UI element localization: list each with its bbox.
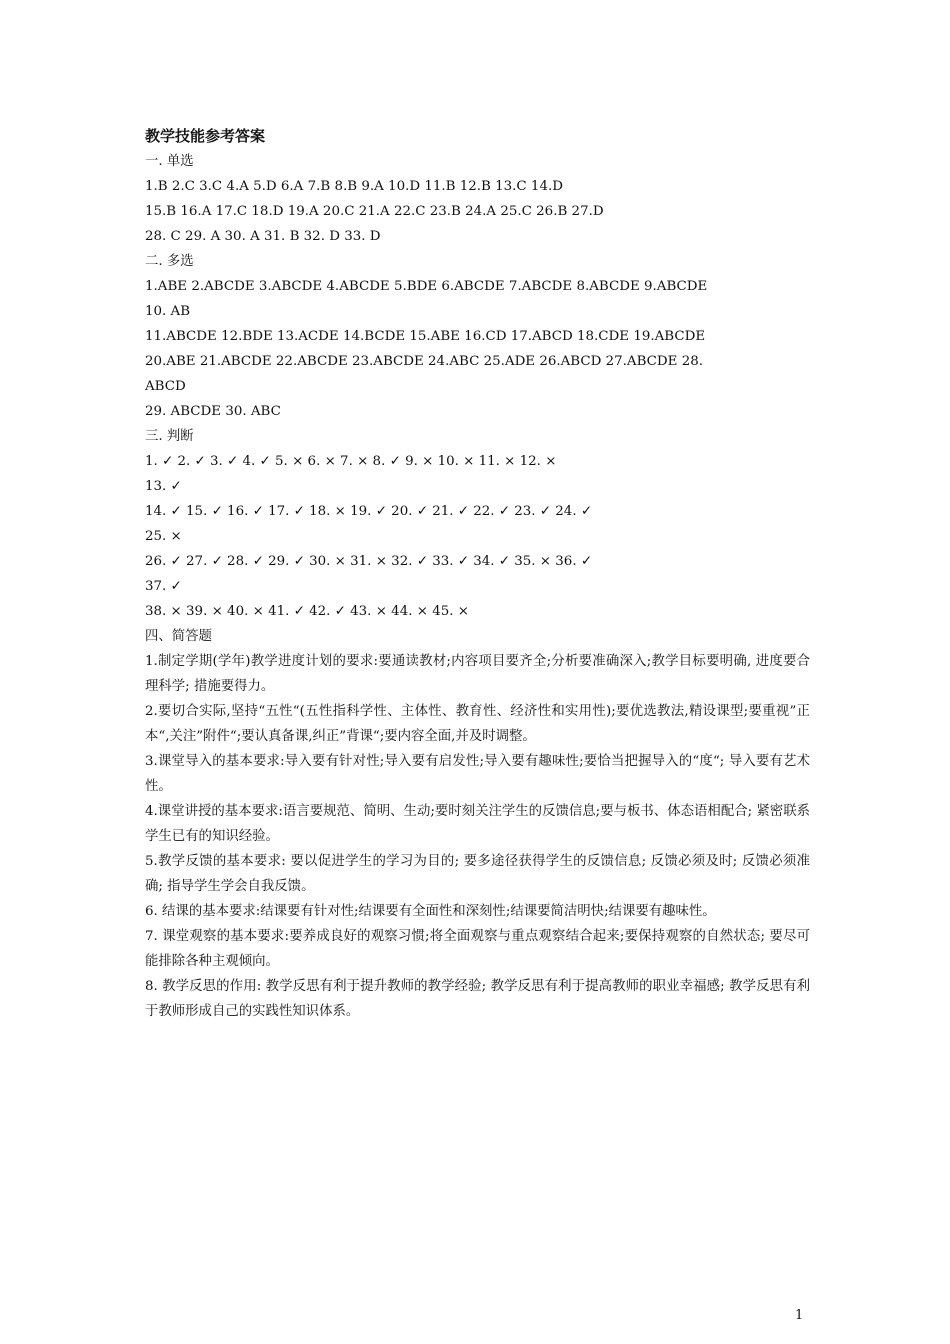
- answer-line: 37. ✓: [145, 579, 182, 594]
- short-answer-paragraph: 3.课堂导入的基本要求:导入要有针对性;导入要有启发性;导入要有趣味性;要恰当把握导入的“度“; 导入要有艺术性。: [145, 754, 810, 794]
- answer-line: 25. ×: [145, 529, 182, 544]
- answer-line: 13. ✓: [145, 479, 182, 494]
- answer-line: 28. C 29. A 30. A 31. B 32. D 33. D: [145, 229, 381, 244]
- answer-line: 11.ABCDE 12.BDE 13.ACDE 14.BCDE 15.ABE 16.CD 17.ABCD 18.CDE 19.ABCDE: [145, 329, 706, 344]
- section-heading-short-answer: 四、简答题: [145, 629, 212, 644]
- answer-line: 26. ✓ 27. ✓ 28. ✓ 29. ✓ 30. × 31. × 32. ✓ 33. ✓ 34. ✓ 35. × 36. ✓: [145, 554, 593, 569]
- answer-line: 10. AB: [145, 304, 191, 319]
- short-answer-paragraph: 4.课堂讲授的基本要求:语言要规范、简明、生动;要时刻关注学生的反馈信息;要与板书、体态语相配合; 紧密联系学生已有的知识经验。: [145, 804, 810, 844]
- answer-line: 38. × 39. × 40. × 41. ✓ 42. ✓ 43. × 44. × 45. ×: [145, 604, 469, 619]
- short-answer-paragraph: 1.制定学期(学年)教学进度计划的要求:要通读教材;内容项目要齐全;分析要准确深入;教学目标要明确, 进度要合理科学; 措施要得力。: [145, 654, 810, 694]
- answer-line: 1.ABE 2.ABCDE 3.ABCDE 4.ABCDE 5.BDE 6.ABCDE 7.ABCDE 8.ABCDE 9.ABCDE: [145, 279, 708, 294]
- answer-line: 1.B 2.C 3.C 4.A 5.D 6.A 7.B 8.B 9.A 10.D 11.B 12.B 13.C 14.D: [145, 179, 563, 194]
- document-body: [145, 124, 810, 1024]
- answer-line: 1. ✓ 2. ✓ 3. ✓ 4. ✓ 5. × 6. × 7. × 8. ✓ 9. × 10. × 11. × 12. ×: [145, 454, 557, 469]
- short-answer-paragraph: 5.教学反馈的基本要求: 要以促进学生的学习为目的; 要多途径获得学生的反馈信息; 反馈必须及时; 反馈必须准确; 指导学生学会自我反馈。: [145, 854, 810, 894]
- answer-line: 20.ABE 21.ABCDE 22.ABCDE 23.ABCDE 24.ABC 25.ADE 26.ABCD 27.ABCDE 28.: [145, 354, 703, 369]
- answer-line: 15.B 16.A 17.C 18.D 19.A 20.C 21.A 22.C 23.B 24.A 25.C 26.B 27.D: [145, 204, 604, 219]
- short-answer-paragraph: 6. 结课的基本要求:结课要有针对性;结课要有全面性和深刻性;结课要简洁明快;结课要有趣味性。: [145, 904, 716, 919]
- answer-line: ABCD: [145, 379, 186, 394]
- short-answer-paragraph: 8. 教学反思的作用: 教学反思有利于提升教师的教学经验; 教学反思有利于提高教师的职业幸福感; 教学反思有利于教师形成自己的实践性知识体系。: [145, 979, 810, 1019]
- section-heading-multiple-choice: 二. 多选: [145, 254, 194, 269]
- short-answer-paragraph: 7. 课堂观察的基本要求:要养成良好的观察习惯;将全面观察与重点观察结合起来;要保持观察的自然状态; 要尽可能排除各种主观倾向。: [145, 929, 810, 969]
- section-heading-true-false: 三. 判断: [145, 429, 194, 444]
- answer-line: 29. ABCDE 30. ABC: [145, 404, 281, 419]
- section-heading-single-choice: 一. 单选: [145, 154, 194, 169]
- page-number: 1: [795, 1308, 804, 1323]
- document-title: 教学技能参考答案: [145, 127, 266, 145]
- short-answer-paragraph: 2.要切合实际,坚持“五性“(五性指科学性、主体性、教育性、经济性和实用性);要优选教法,精设课型;要重视”正本“,关注”附件“;要认真备课,纠正”背课“;要内容全面,并及时调整。: [145, 704, 810, 744]
- answer-line: 14. ✓ 15. ✓ 16. ✓ 17. ✓ 18. × 19. ✓ 20. ✓ 21. ✓ 22. ✓ 23. ✓ 24. ✓: [145, 504, 593, 519]
